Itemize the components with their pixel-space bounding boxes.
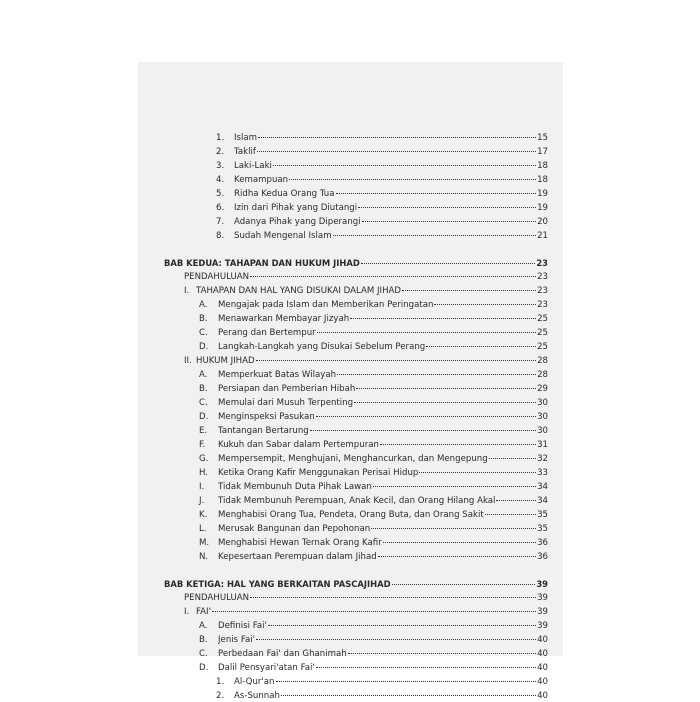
toc-entry-title: Menghabisi Orang Tua, Pendeta, Orang Buta, dan Orang Sakit [218,510,484,520]
toc-entry-page-number: 39 [537,593,548,603]
toc-entry-menghabisi-hewan-ternak-orang-kafir [199,537,548,549]
toc-entry-page-number: 40 [537,663,548,673]
toc-entry-number: E. [199,426,208,436]
toc-entry-title: FAI' [196,607,211,617]
toc-entry-title: Jenis Fai' [218,635,256,645]
toc-entry-page-number: 23 [536,258,548,268]
dot-leader [316,415,536,417]
toc-entry-title: Al-Qur'an [234,677,275,687]
dot-leader [380,443,536,445]
toc-entry-number: B. [199,314,208,324]
toc-entry-number: 3. [216,161,225,171]
toc-entry-title: Adanya Pihak yang Diperangi [234,217,361,227]
toc-entry-title: Tidak Membunuh Perempuan, Anak Kecil, dan Orang Hilang Akal [218,496,496,506]
toc-entry-jenis-fai [199,634,548,646]
toc-entry-page-number: 20 [537,217,548,227]
toc-entry-page-number: 34 [537,482,548,492]
toc-entry-title: Sudah Mengenal Islam [234,231,332,241]
toc-entry-title: Perbedaan Fai' dan Ghanimah [218,649,347,659]
toc-entry-page-number: 30 [537,412,548,422]
toc-entry-title: Persiapan dan Pemberian Hibah [218,384,356,394]
toc-entry-page-number: 23 [537,272,548,282]
toc-entry-title: BAB KETIGA: HAL YANG BERKAITAN PASCAJIHAD [164,579,391,589]
toc-entry-menawarkan-membayar-jizyah [199,313,548,325]
toc-entry-adanya-pihak-yang-diperangi [216,216,548,228]
toc-entry-tidak-membunuh-perempuan-anak-kecil-dan-orang-hilang-akal [199,495,548,507]
toc-entry-taklif [216,146,548,158]
dot-leader [310,429,536,431]
dot-leader [485,513,536,515]
toc-entry-page-number: 35 [537,510,548,520]
toc-entry-number: L. [199,524,207,534]
toc-entry-hukum-jihad [184,355,548,367]
toc-entry-title: Menginspeksi Pasukan [218,412,315,422]
toc-entry-page-number: 23 [537,300,548,310]
toc-entry-kukuh-dan-sabar-dalam-pertempuran [199,439,548,451]
toc-entry-persiapan-dan-pemberian-hibah [199,383,548,395]
toc-entry-page-number: 15 [537,133,548,143]
toc-entry-number: 5. [216,189,225,199]
toc-entry-page-number: 40 [537,691,548,701]
toc-entry-number: I. [184,607,190,617]
toc-entry-number: N. [199,552,209,562]
toc-entry-number: I. [184,286,190,296]
toc-entry-number: D. [199,663,209,673]
dot-leader [378,555,536,557]
toc-entry-number: M. [199,538,210,548]
toc-entry-title: Langkah-Langkah yang Disukai Sebelum Perang [218,342,426,352]
toc-entry-number: D. [199,342,209,352]
toc-entry-tidak-membunuh-duta-pihak-lawan [199,481,548,493]
toc-entry-number: D. [199,412,209,422]
toc-entry-title: Tantangan Bertarung [218,426,309,436]
toc-entry-title: Izin dari Pihak yang Diutangi [234,203,358,213]
toc-entry-al-qur-an [216,676,548,688]
toc-entry-page-number: 19 [537,189,548,199]
toc-entry-title: Menawarkan Membayar Jizyah [218,314,350,324]
dot-leader [289,178,536,180]
toc-entry-page-number: 36 [537,552,548,562]
toc-entry-number: 4. [216,175,225,185]
dot-leader [268,624,536,626]
dot-leader [256,359,536,361]
toc-entry-mempersempit-menghujani-menghancurkan-dan-mengepung [199,453,548,465]
dot-leader [333,234,537,236]
dot-leader [362,220,536,222]
toc-entry-menghabisi-orang-tua-pendeta-orang-buta-dan-orang-sakit [199,509,548,521]
dot-leader [496,499,536,501]
toc-entry-as-sunnah [216,690,548,702]
toc-entry-number: 8. [216,231,225,241]
toc-entry-title: BAB KEDUA: TAHAPAN DAN HUKUM JIHAD [164,258,360,268]
dot-leader [358,206,536,208]
toc-entry-page-number: 28 [537,356,548,366]
toc-entry-title: Tidak Membunuh Duta Pihak Lawan [218,482,372,492]
toc-entry-title: Kemampuan [234,175,289,185]
toc-entry-page-number: 30 [537,398,548,408]
toc-entry-number: G. [199,454,209,464]
toc-entry-tantangan-bertarung [199,425,548,437]
dot-leader [371,527,536,529]
toc-entry-number: C. [199,398,208,408]
toc-entry-tahapan-dan-hal-yang-disukai-dalam-jihad [184,285,548,297]
dot-leader [256,638,536,640]
dot-leader [354,401,536,403]
dot-leader [356,387,536,389]
toc-entry-page-number: 21 [537,231,548,241]
toc-entry-page-number: 25 [537,342,548,352]
toc-entry-page-number: 25 [537,314,548,324]
dot-leader [336,192,537,194]
toc-entry-langkah-langkah-yang-disukai-sebelum-perang [199,341,548,353]
dot-leader [212,610,536,612]
toc-entry-title: PENDAHULUAN [184,272,250,282]
toc-entry-number: K. [199,510,208,520]
toc-entry-ketika-orang-kafir-menggunakan-perisai-hidup [199,467,548,479]
dot-leader [317,331,536,333]
toc-entry-title: Dalil Pensyari'atan Fai' [218,663,315,673]
toc-entry-number: B. [199,384,208,394]
toc-entry-page-number: 39 [537,607,548,617]
toc-entry-title: Definisi Fai' [218,621,267,631]
toc-entry-bab-ketiga-hal-yang-berkaitan-pascajihad [164,578,548,590]
dot-leader [350,317,536,319]
toc-entry-number: B. [199,635,208,645]
toc-entry-number: II. [184,356,192,366]
toc-entry-laki-laki [216,160,548,172]
toc-entry-number: 2. [216,691,225,701]
dot-leader [273,164,536,166]
toc-entry-number: H. [199,468,209,478]
dot-leader [250,275,536,277]
dot-leader [392,583,536,585]
toc-entry-kepesertaan-perempuan-dalam-jihad [199,551,548,563]
toc-entry-title: PENDAHULUAN [184,593,250,603]
toc-entry-page-number: 36 [537,538,548,548]
toc-entry-kemampuan [216,174,548,186]
toc-entry-page-number: 23 [537,286,548,296]
toc-entry-page-number: 34 [537,496,548,506]
toc-entry-page-number: 28 [537,370,548,380]
toc-entry-pendahuluan [184,271,548,283]
toc-entry-page-number: 18 [537,161,548,171]
toc-entry-number: 6. [216,203,225,213]
toc-entry-page-number: 25 [537,328,548,338]
toc-entry-menginspeksi-pasukan [199,411,548,423]
toc-entry-page-number: 39 [536,579,548,589]
toc-entry-title: Kukuh dan Sabar dalam Pertempuran [218,440,379,450]
toc-entry-page-number: 29 [537,384,548,394]
toc-entry-page-number: 31 [537,440,548,450]
toc-entry-title: Laki-Laki [234,161,272,171]
toc-entry-page-number: 19 [537,203,548,213]
toc-entry-title: Memulai dari Musuh Terpenting [218,398,354,408]
dot-leader [257,150,536,152]
toc-entry-title: Mempersempit, Menghujani, Menghancurkan, dan Mengepung [218,454,488,464]
toc-entry-title: Ketika Orang Kafir Menggunakan Perisai Hidup [218,468,419,478]
dot-leader [258,136,536,138]
toc-entry-number: 7. [216,217,225,227]
toc-entry-page-number: 40 [537,649,548,659]
toc-entry-memperkuat-batas-wilayah [199,369,548,381]
toc-entry-title: As-Sunnah [234,691,280,701]
toc-entry-number: C. [199,649,208,659]
dot-leader [316,666,536,668]
toc-entry-perang-dan-bertempur [199,327,548,339]
toc-entry-number: C. [199,328,208,338]
dot-leader [373,485,536,487]
dot-leader [348,652,536,654]
toc-entry-memulai-dari-musuh-terpenting [199,397,548,409]
toc-entry-izin-dari-pihak-yang-diutangi [216,202,548,214]
toc-entry-perbedaan-fai-dan-ghanimah [199,648,548,660]
toc-entry-title: Mengajak pada Islam dan Memberikan Peringatan [218,300,434,310]
toc-entry-title: HUKUM JIHAD [196,356,255,366]
toc-entry-number: I. [199,482,205,492]
dot-leader [419,471,536,473]
toc-entry-fai [184,606,548,618]
toc-entry-mengajak-pada-islam-dan-memberikan-peringatan [199,299,548,311]
toc-entry-title: TAHAPAN DAN HAL YANG DISUKAI DALAM JIHAD [196,286,402,296]
dot-leader [337,373,536,375]
toc-entry-page-number: 30 [537,426,548,436]
dot-leader [402,289,536,291]
toc-entry-title: Merusak Bangunan dan Pepohonan [218,524,371,534]
toc-entry-title: Islam [234,133,258,143]
toc-entry-page-number: 39 [537,621,548,631]
toc-entry-dalil-pensyari-atan-fai [199,662,548,674]
toc-entry-title: Ridha Kedua Orang Tua [234,189,335,199]
toc-entry-number: A. [199,621,208,631]
toc-entry-number: A. [199,370,208,380]
toc-entry-title: Kepesertaan Perempuan dalam Jihad [218,552,377,562]
toc-entry-page-number: 32 [537,454,548,464]
toc-entry-merusak-bangunan-dan-pepohonan [199,523,548,535]
book-page [138,62,563,701]
toc-entry-ridha-kedua-orang-tua [216,188,548,200]
toc-entry-number: J. [199,496,205,506]
dot-leader [276,680,537,682]
toc-entry-title: Perang dan Bertempur [218,328,316,338]
toc-entry-page-number: 33 [537,468,548,478]
toc-entry-number: F. [199,440,206,450]
toc-entry-number: A. [199,300,208,310]
toc-entry-number: 2. [216,147,225,157]
toc-entry-title: Memperkuat Batas Wilayah [218,370,337,380]
toc-entry-number: 1. [216,133,225,143]
toc-entry-page-number: 40 [537,635,548,645]
dot-leader [434,303,536,305]
toc-entry-page-number: 18 [537,175,548,185]
dot-leader [361,262,536,264]
toc-entry-number: 1. [216,677,225,687]
dot-leader [383,541,536,543]
toc-entry-sudah-mengenal-islam [216,230,548,242]
toc-entry-pendahuluan [184,592,548,604]
toc-entry-page-number: 35 [537,524,548,534]
dot-leader [489,457,536,459]
toc-entry-title: Taklif [234,147,256,157]
toc-entry-bab-kedua-tahapan-dan-hukum-jihad [164,257,548,269]
toc-entry-definisi-fai [199,620,548,632]
toc-entry-page-number: 17 [537,147,548,157]
toc-entry-title: Menghabisi Hewan Ternak Orang Kafir [218,538,382,548]
toc-entry-page-number: 40 [537,677,548,687]
dot-leader [281,694,536,696]
dot-leader [250,596,536,598]
dot-leader [426,345,536,347]
toc-entry-islam [216,132,548,144]
